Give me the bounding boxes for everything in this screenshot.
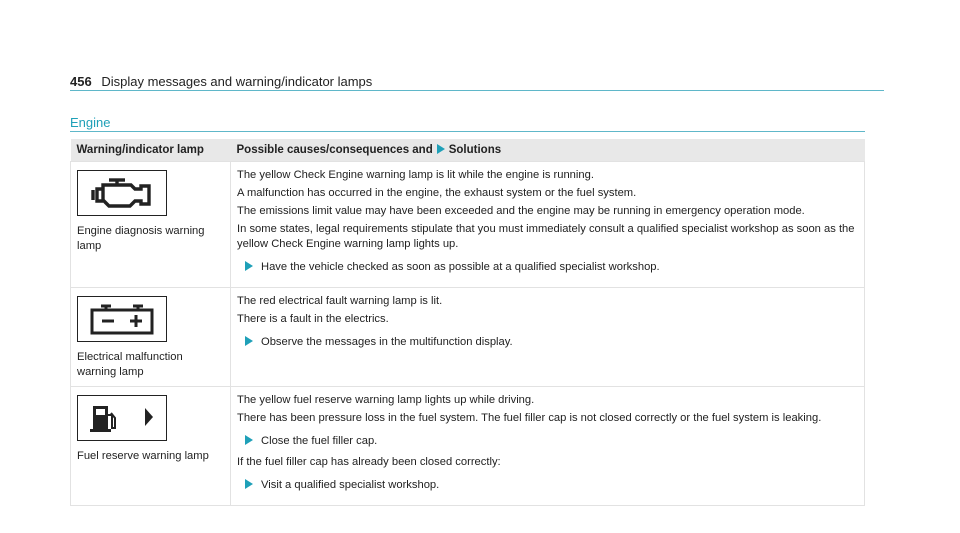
column-header-solutions-text: Solutions	[448, 143, 502, 156]
lamp-cell	[71, 162, 231, 288]
solution-text: Visit a qualified specialist workshop.	[261, 479, 440, 491]
arrow-icon	[245, 336, 253, 346]
solution-text: Have the vehicle checked as soon as possible at a qualified specialist workshop.	[261, 261, 660, 273]
solution-step	[245, 335, 858, 350]
lamp-name: Fuel reserve warning lamp	[77, 450, 209, 462]
description-cell	[231, 387, 865, 506]
page-header	[70, 74, 372, 89]
table-row	[71, 387, 865, 506]
description-text: The emissions limit value may have been exceeded and the engine may be running in emergency operation mode.	[237, 205, 805, 217]
section-title: Engine	[70, 115, 111, 130]
description-text: There is a fault in the electrics.	[237, 313, 389, 325]
table-row	[71, 162, 865, 288]
column-header-causes	[231, 139, 865, 162]
solution-step	[245, 478, 858, 493]
table-row	[71, 288, 865, 387]
warning-lamp-table	[70, 139, 865, 506]
lamp-name: Engine diagnosis warning lamp	[77, 225, 205, 252]
solution-step	[245, 260, 858, 275]
description-text: A malfunction has occurred in the engine, the exhaust system or the fuel system.	[237, 187, 637, 199]
page-number: 456	[70, 74, 92, 89]
arrow-icon	[245, 435, 253, 445]
arrow-icon	[245, 261, 253, 271]
description-cell	[231, 162, 865, 288]
lamp-cell	[71, 288, 231, 387]
fuel-pump-icon	[77, 395, 167, 441]
section-divider	[70, 131, 865, 132]
table-header-row	[71, 139, 865, 162]
description-text: If the fuel filler cap has already been closed correctly:	[237, 456, 501, 468]
description-text: The yellow fuel reserve warning lamp lights up while driving.	[237, 394, 535, 406]
check-engine-icon	[77, 170, 167, 216]
lamp-cell	[71, 387, 231, 506]
battery-icon	[77, 296, 167, 342]
description-cell	[231, 288, 865, 387]
page-header-title: Display messages and warning/indicator lamps	[101, 74, 373, 89]
lamp-name: Electrical malfunction warning lamp	[77, 351, 183, 378]
column-header-lamp: Warning/indicator lamp	[71, 139, 231, 162]
solution-text: Observe the messages in the multifunction display.	[261, 336, 513, 348]
solution-text: Close the fuel filler cap.	[261, 435, 378, 447]
arrow-icon	[437, 144, 445, 154]
description-text: The red electrical fault warning lamp is lit.	[237, 295, 443, 307]
arrow-icon	[245, 479, 253, 489]
solution-step	[245, 434, 858, 449]
description-text: There has been pressure loss in the fuel system. The fuel filler cap is not closed correctly or the fuel system is leaking.	[237, 412, 822, 424]
description-text: The yellow Check Engine warning lamp is lit while the engine is running.	[237, 169, 594, 181]
header-divider	[70, 90, 884, 91]
description-text: In some states, legal requirements stipulate that you must immediately consult a qualified specialist workshop as soon as the yellow Check Engine warning lamp lights up.	[237, 223, 855, 250]
column-header-causes-text: Possible causes/consequences and	[236, 143, 433, 156]
